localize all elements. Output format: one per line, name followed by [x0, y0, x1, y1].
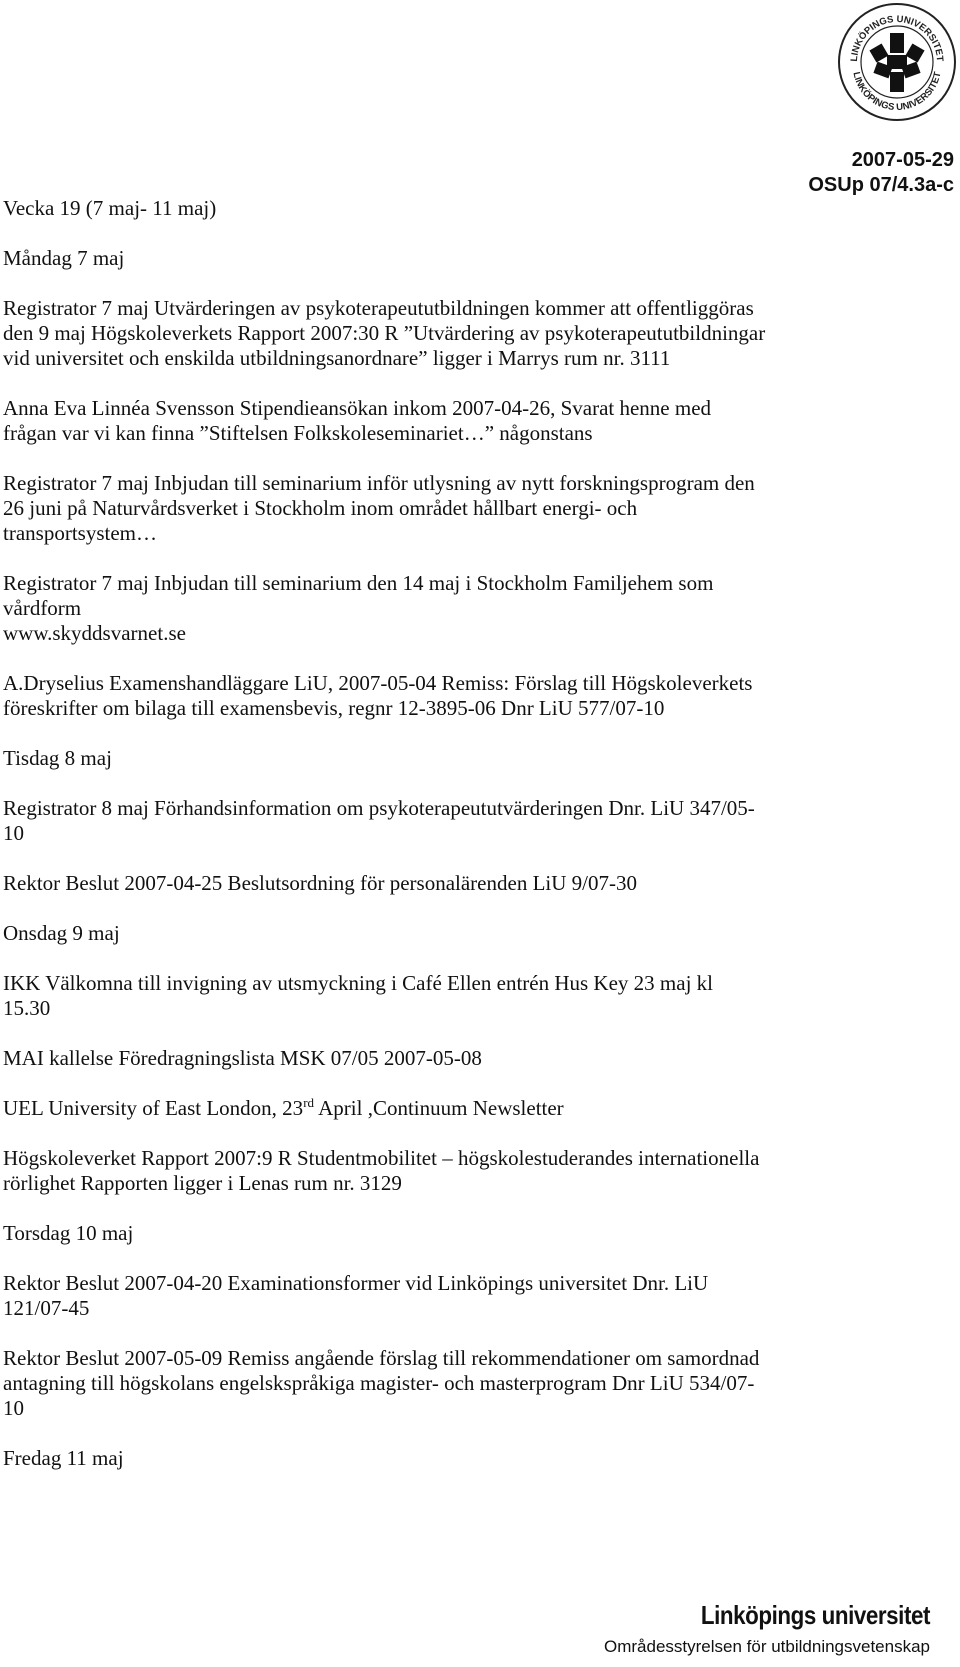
- entry-line: transportsystem…: [3, 521, 157, 545]
- entry-line: rörlighet Rapporten ligger i Lenas rum nr. 3129: [3, 1171, 402, 1195]
- entry-line: 10: [3, 821, 24, 845]
- university-seal-logo: [835, 0, 960, 125]
- entry-wed-1: [3, 971, 948, 1021]
- entry-wed-4: [3, 1146, 948, 1196]
- day-heading-friday: Fredag 11 maj: [3, 1446, 124, 1470]
- document-body: [3, 196, 948, 1496]
- entry-line: Registrator 8 maj Förhandsinformation om psykoterapeututvärderingen Dnr. LiU 347/05-: [3, 796, 755, 820]
- entry-line: Rektor Beslut 2007-05-09 Remiss angående förslag till rekommendationer om samordnad: [3, 1346, 760, 1370]
- entry-line: Rektor Beslut 2007-04-25 Beslutsordning för personalärenden LiU 9/07-30: [3, 871, 637, 895]
- entry-line: A.Dryselius Examenshandläggare LiU, 2007-05-04 Remiss: Förslag till Högskoleverkets: [3, 671, 753, 695]
- entry-wed-3: [3, 1096, 948, 1121]
- entry-line: Rektor Beslut 2007-04-20 Examinationsformer vid Linköpings universitet Dnr. LiU: [3, 1271, 709, 1295]
- day-heading-monday: Måndag 7 maj: [3, 246, 125, 270]
- entry-line: Registrator 7 maj Inbjudan till seminarium den 14 maj i Stockholm Familjehem som: [3, 571, 714, 595]
- entry-line: Registrator 7 maj Utvärderingen av psykoterapeututbildningen kommer att offentliggöras: [3, 296, 754, 320]
- footer-university-name: Linköpings universitet: [700, 1600, 930, 1630]
- document-date: 2007-05-29: [851, 149, 954, 171]
- document-reference: OSUp 07/4.3a-c: [808, 174, 954, 196]
- entry-line: MAI kallelse Föredragningslista MSK 07/05 2007-05-08: [3, 1046, 482, 1070]
- entry-line: vårdform: [3, 596, 82, 620]
- entry-line: den 9 maj Högskoleverkets Rapport 2007:30 R ”Utvärdering av psykoterapeututbildningar: [3, 321, 766, 345]
- entry-line: [3, 1096, 948, 1121]
- entry-mon-2: [3, 396, 948, 446]
- entry-thu-1: [3, 1271, 948, 1321]
- entry-line: IKK Välkomna till invigning av utsmyckning i Café Ellen entrén Hus Key 23 maj kl: [3, 971, 713, 995]
- entry-line: föreskrifter om bilaga till examensbevis, regnr 12-3895-06 Dnr LiU 577/07-10: [3, 696, 665, 720]
- entry-line: 121/07-45: [3, 1296, 90, 1320]
- entry-line: Registrator 7 maj Inbjudan till seminarium inför utlysning av nytt forskningsprogram den: [3, 471, 755, 495]
- day-heading-tuesday: Tisdag 8 maj: [3, 746, 112, 770]
- entry-line: 15.30: [3, 996, 51, 1020]
- entry-mon-1: [3, 296, 948, 371]
- entry-tue-1: [3, 796, 948, 846]
- footer-board-name: Områdesstyrelsen för utbildningsvetenskap: [604, 1637, 930, 1656]
- entry-line: 26 juni på Naturvårdsverket i Stockholm inom området hållbart energi- och: [3, 496, 638, 520]
- day-heading-wednesday: Onsdag 9 maj: [3, 921, 120, 945]
- ordinal-superscript: rd: [303, 1095, 315, 1110]
- footer-university-logo: [604, 1600, 930, 1657]
- entry-line: vid universitet och enskilda utbildningsanordnare” ligger i Marrys rum nr. 3111: [3, 346, 671, 370]
- entry-mon-4: [3, 571, 948, 646]
- entry-line: Anna Eva Linnéa Svensson Stipendieansökan inkom 2007-04-26, Svarat henne med: [3, 396, 712, 420]
- entry-line: 10: [3, 1396, 24, 1420]
- entry-mon-3: [3, 471, 948, 546]
- svg-text:LINKÖPINGS UNIVERSITET: LINKÖPINGS UNIVERSITET: [850, 70, 944, 114]
- entry-link[interactable]: www.skyddsvarnet.se: [3, 621, 186, 645]
- entry-text: UEL University of East London, 23: [3, 1096, 304, 1120]
- document-header-meta: [808, 148, 954, 198]
- entry-mon-5: [3, 671, 948, 721]
- entry-wed-2: [3, 1046, 948, 1071]
- entry-line: frågan var vi kan finna ”Stiftelsen Folkskoleseminariet…” någonstans: [3, 421, 593, 445]
- svg-text:LINKÖPINGS UNIVERSITET: LINKÖPINGS UNIVERSITET: [848, 13, 946, 62]
- entry-tue-2: [3, 871, 948, 896]
- day-heading-thursday: Torsdag 10 maj: [3, 1221, 134, 1245]
- entry-text: April ,Continuum Newsletter: [314, 1096, 564, 1120]
- entry-line: antagning till högskolans engelskspråkiga magister- och masterprogram Dnr LiU 534/07-: [3, 1371, 755, 1395]
- entry-thu-2: [3, 1346, 948, 1421]
- week-title: Vecka 19 (7 maj- 11 maj): [3, 196, 217, 220]
- entry-line: Högskoleverket Rapport 2007:9 R Studentmobilitet – högskolestuderandes internationella: [3, 1146, 760, 1170]
